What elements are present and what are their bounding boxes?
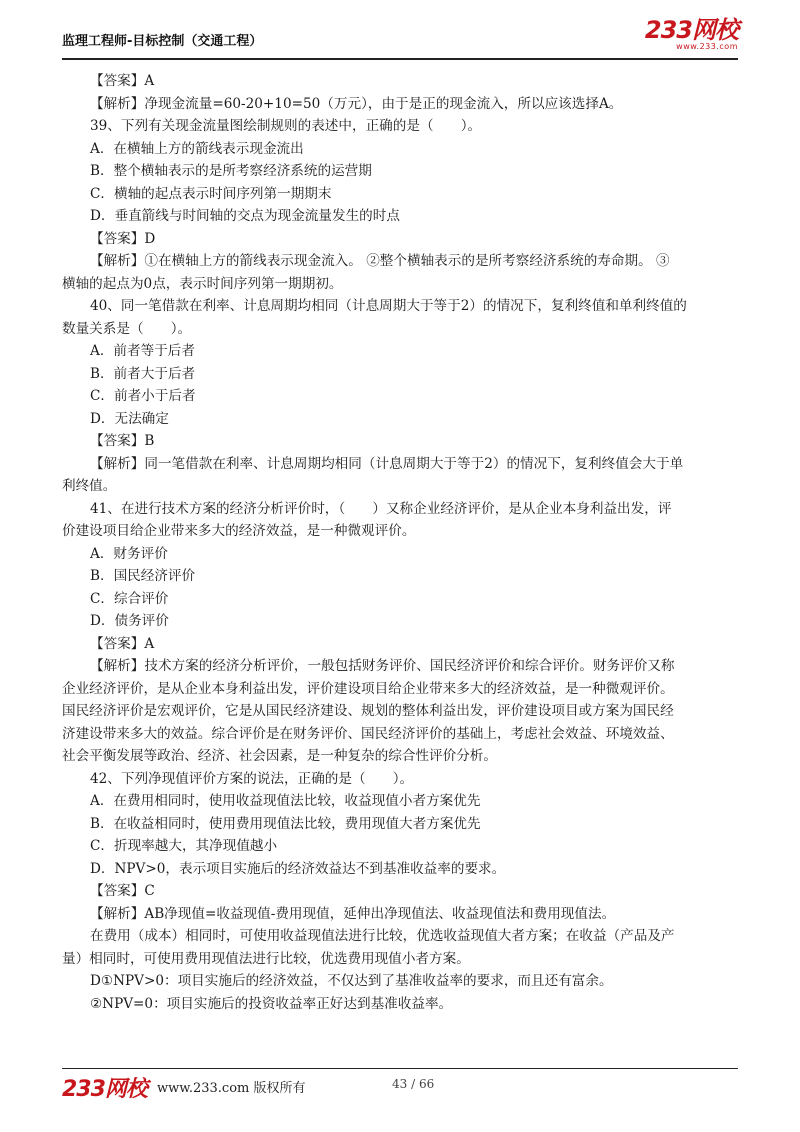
text-line: B．前者大于后者	[90, 365, 196, 382]
text-line: B．整个横轴表示的是所考察经济系统的运营期	[90, 163, 372, 179]
text-line: 量）相同时，可使用费用现值法进行比较，优选费用现值小者方案。	[62, 950, 470, 967]
text-line: ②NPV=0：项目实施后的投资收益率正好达到基准收益率。	[90, 995, 453, 1012]
footer-logo: 233网校	[62, 1077, 147, 1102]
logo-text: 233网校	[644, 16, 738, 44]
text-line: 【答案】A	[90, 73, 155, 89]
text-line: D．债务评价	[90, 613, 169, 629]
text-line: 41、在进行技术方案的经济分析评价时，（ ）又称企业经济评价，是从企业本身利益出发，评	[90, 500, 672, 517]
text-line: A．财务评价	[90, 545, 168, 562]
text-line: 横轴的起点为0点，表示时间序列第一期期初。	[62, 275, 343, 292]
logo-url: www.233.com	[676, 42, 738, 51]
text-line: 在费用（成本）相同时，可使用收益现值法进行比较，优选收益现值大者方案；在收益（产品及产	[90, 928, 675, 944]
text-line: 社会平衡发展等政治、经济、社会因素，是一种复杂的综合性评价分析。	[62, 748, 497, 764]
text-line: 39、下列有关现金流量图绘制规则的表述中，正确的是（ ）。	[90, 118, 482, 134]
text-line: 【答案】D	[90, 230, 156, 247]
text-line: 42、下列净现值评价方案的说法，正确的是（ ）。	[90, 770, 414, 787]
text-line: 40、同一笔借款在利率、计息周期均相同（计息周期大于等于2）的情况下，复利终值和单利终值的	[90, 298, 687, 314]
text-line: 【答案】A	[90, 635, 155, 652]
text-line: 【答案】B	[90, 433, 155, 449]
text-line: D．无法确定	[90, 410, 169, 427]
text-line: C．综合评价	[90, 590, 169, 607]
text-line: 利终值。	[62, 478, 117, 494]
text-line: C．横轴的起点表示时间序列第一期期末	[90, 185, 332, 202]
text-line: A．在费用相同时，使用收益现值法比较，收益现值小者方案优先	[90, 793, 481, 809]
document-title: 监理工程师-目标控制（交通工程）	[62, 34, 263, 49]
page-header	[62, 18, 738, 58]
text-line: B．国民经济评价	[90, 568, 196, 584]
text-line: C．前者小于后者	[90, 388, 196, 404]
text-line: C．折现率越大，其净现值越小	[90, 838, 278, 854]
header-logo	[645, 18, 738, 52]
text-line: 【答案】C	[90, 883, 155, 899]
footer-copyright: www.233.com 版权所有	[157, 1081, 306, 1096]
text-line: 企业经济评价，是从企业本身利益出发，评价建设项目给企业带来多大的经济效益，是一种微观评价。	[62, 680, 674, 697]
text-line: 【解析】技术方案的经济分析评价，一般包括财务评价、国民经济评价和综合评价。财务评价又称	[90, 658, 675, 674]
text-line: B．在收益相同时，使用费用现值法比较，费用现值大者方案优先	[90, 815, 481, 832]
text-line: 【解析】AB净现值=收益现值-费用现值，延伸出净现值法、收益现值法和费用现值法。	[90, 905, 616, 922]
text-line: 【解析】①在横轴上方的箭线表示现金流入。 ②整个横轴表示的是所考察经济系统的寿命期。 ③	[90, 253, 670, 269]
page-body	[62, 70, 742, 1015]
text-line: A．前者等于后者	[90, 343, 195, 359]
header-divider	[62, 58, 738, 60]
page-number: 43 / 66	[392, 1077, 435, 1091]
text-line: 价建设项目给企业带来多大的经济效益，是一种微观评价。	[62, 523, 416, 539]
text-line: 国民经济评价是宏观评价，它是从国民经济建设、规划的整体利益出发，评价建设项目或方案为国民经	[62, 703, 674, 719]
text-line: 数量关系是（ ）。	[62, 320, 192, 337]
text-line: D．垂直箭线与时间轴的交点为现金流量发生的时点	[90, 208, 400, 224]
page-footer	[62, 1072, 738, 1102]
text-line: 【解析】净现金流量=60-20+10=50（万元），由于是正的现金流入，所以应该选择A。	[90, 95, 623, 112]
text-line: 【解析】同一笔借款在利率、计息周期均相同（计息周期大于等于2）的情况下，复利终值会大于单	[90, 455, 684, 472]
text-line: D．NPV>0，表示项目实施后的经济效益达不到基准收益率的要求。	[90, 860, 506, 877]
text-line: A．在横轴上方的箭线表示现金流出	[90, 140, 304, 157]
text-line: 济建设带来多大的效益。综合评价是在财务评价、国民经济评价的基础上，考虑社会效益、环境效益、	[62, 725, 674, 742]
footer-divider	[62, 1068, 738, 1069]
text-line: D①NPV>0：项目实施后的经济效益，不仅达到了基准收益率的要求，而且还有富余。	[90, 973, 613, 989]
